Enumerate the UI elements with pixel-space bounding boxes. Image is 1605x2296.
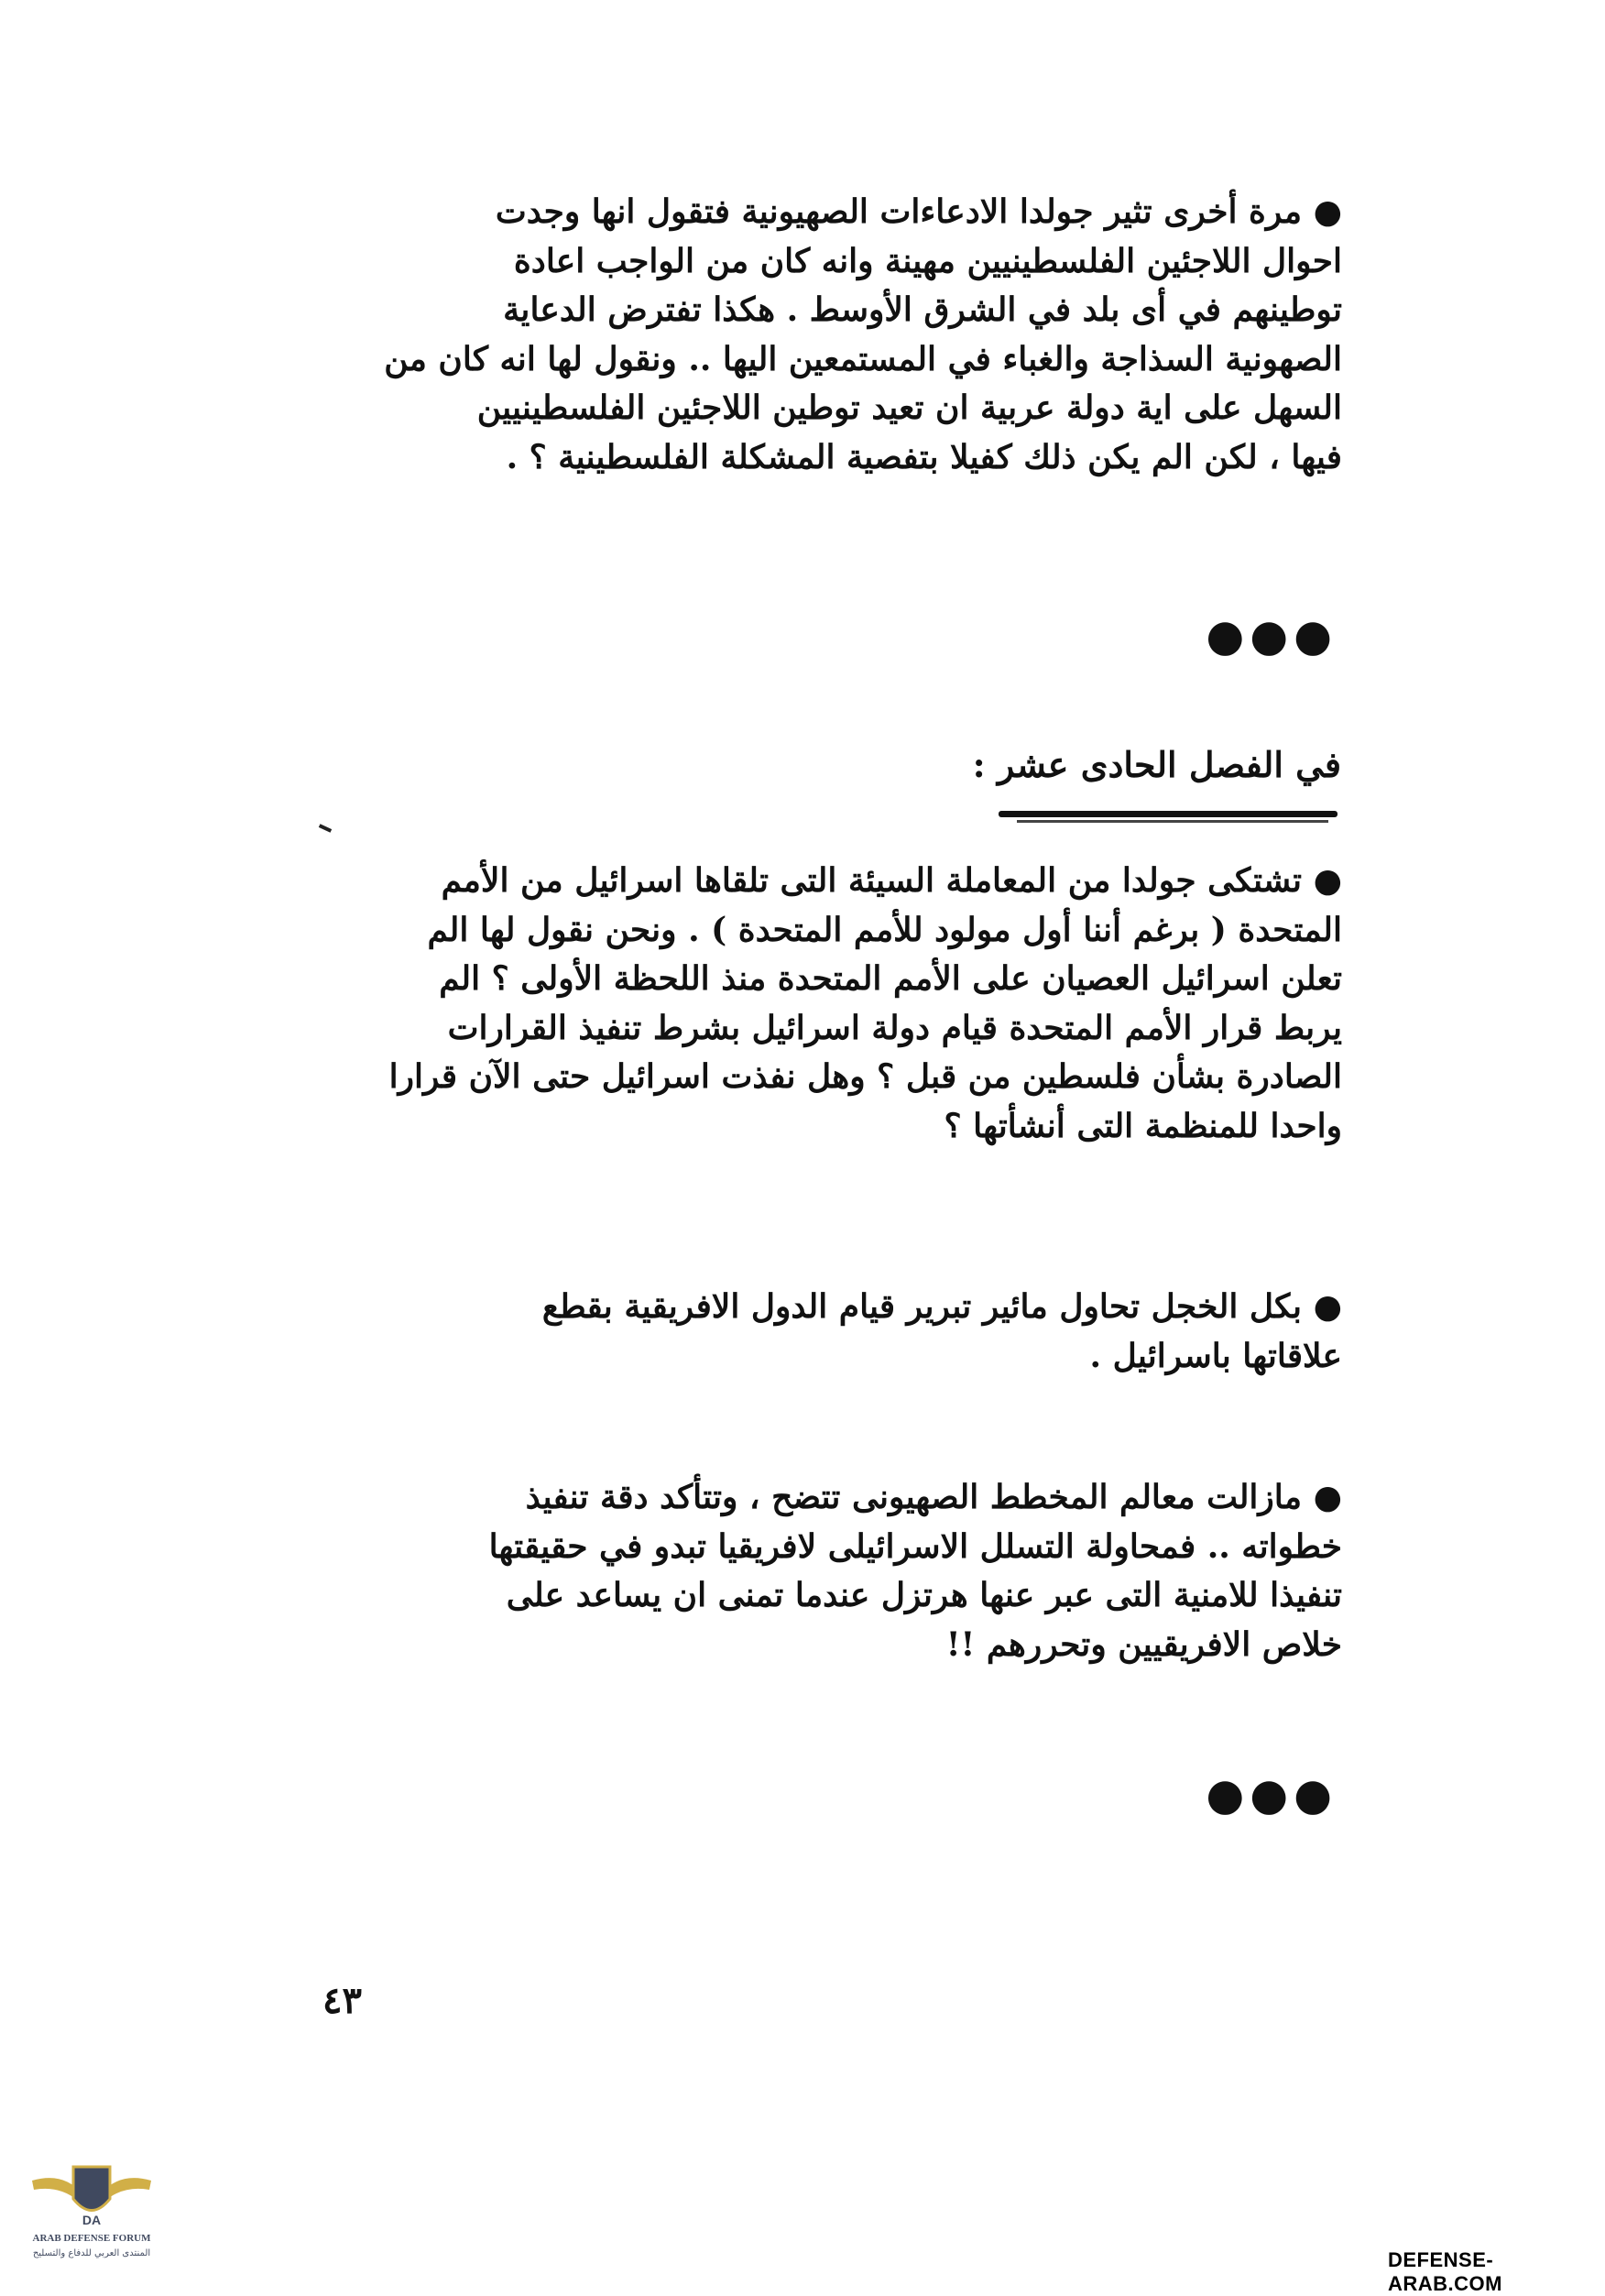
- paragraph-line: خطواته .. فمحاولة التسلل الاسرائيلى لافريقيا تبدو في حقيقتها: [488, 1526, 1342, 1566]
- paragraph-line: السهل على اية دولة عربية ان تعيد توطين اللاجئين الفلسطينيين: [476, 388, 1342, 427]
- section-separator: ●●●: [1206, 1769, 1338, 1820]
- forum-logo-watermark: [14, 2144, 169, 2268]
- section-separator: ●●●: [1206, 610, 1338, 661]
- paragraph-line: احوال اللاجئين الفلسطينيين مهينة وانه كان من الواجب اعادة: [513, 241, 1342, 280]
- paragraph-line: الصادرة بشأن فلسطين من قبل ؟ وهل نفذت اسرائيل حتى الآن قرارا: [388, 1057, 1342, 1096]
- paragraph-1: [298, 188, 1342, 482]
- paragraph-line: المتحدة ( برغم أننا أول مولود للأمم المتحدة ) . ونحن نقول لها الم: [427, 910, 1342, 949]
- paragraph-line: تنفيذا للامنية التى عبر عنها هرتزل عندما تمنى ان يساعد على: [506, 1576, 1342, 1614]
- chapter-heading: في الفصل الحادى عشر :: [972, 744, 1341, 785]
- paragraph-line: يربط قرار الأمم المتحدة قيام دولة اسرائيل بشرط تنفيذ القرارات: [447, 1008, 1342, 1047]
- paragraph-3: [298, 1283, 1342, 1381]
- shield-icon: [73, 2167, 110, 2211]
- paragraph-line: تعلن اسرائيل العصيان على الأمم المتحدة منذ اللحظة الأولى ؟ الم: [439, 959, 1342, 998]
- logo-letters: DA: [82, 2213, 102, 2227]
- paragraph-line: ● تشتكى جولدا من المعاملة السيئة التى تلقاها اسرائيل من الأمم: [441, 861, 1342, 900]
- paragraph-line: علاقاتها باسرائيل .: [1089, 1336, 1342, 1375]
- paragraph-line: خلاص الافريقيين وتحررهم !!: [945, 1624, 1342, 1664]
- paragraph-line: ● بكل الخجل تحاول مائير تبرير قيام الدول الافريقية بقطع: [541, 1287, 1342, 1326]
- stray-mark: [319, 824, 332, 833]
- paragraph-line: ● مازالت معالم المخطط الصهيونى تتضح ، وتتأكد دقة تنفيذ: [525, 1478, 1342, 1516]
- paragraph-line: واحدا للمنظمة التى أنشأتها ؟: [944, 1106, 1342, 1145]
- paragraph-line: ● مرة أخرى تثير جولدا الادعاءات الصهيونية فتقول انها وجدت: [495, 192, 1342, 231]
- logo-name-ar: المنتدى العربي للدفاع والتسليح: [32, 2248, 151, 2258]
- paragraph-4: [298, 1473, 1342, 1669]
- site-url: DEFENSE-ARAB.COM: [1388, 2248, 1502, 2295]
- paragraph-line: فيها ، لكن الم يكن ذلك كفيلا بتفصية المشكلة الفلسطينية ؟ .: [506, 437, 1342, 476]
- logo-name-en: ARAB DEFENSE FORUM: [32, 2233, 151, 2244]
- heading-underline-thin: [1017, 820, 1328, 823]
- heading-underline: [999, 811, 1338, 817]
- paragraph-2: [298, 857, 1342, 1151]
- page-number: ٤٣: [322, 1979, 362, 2022]
- paragraph-line: الصهونية السذاجة والغباء في المستمعين اليها .. ونقول لها انه كان من: [384, 339, 1342, 378]
- paragraph-line: توطينهم في أى بلد في الشرق الأوسط . هكذا تفترض الدعاية: [503, 290, 1342, 329]
